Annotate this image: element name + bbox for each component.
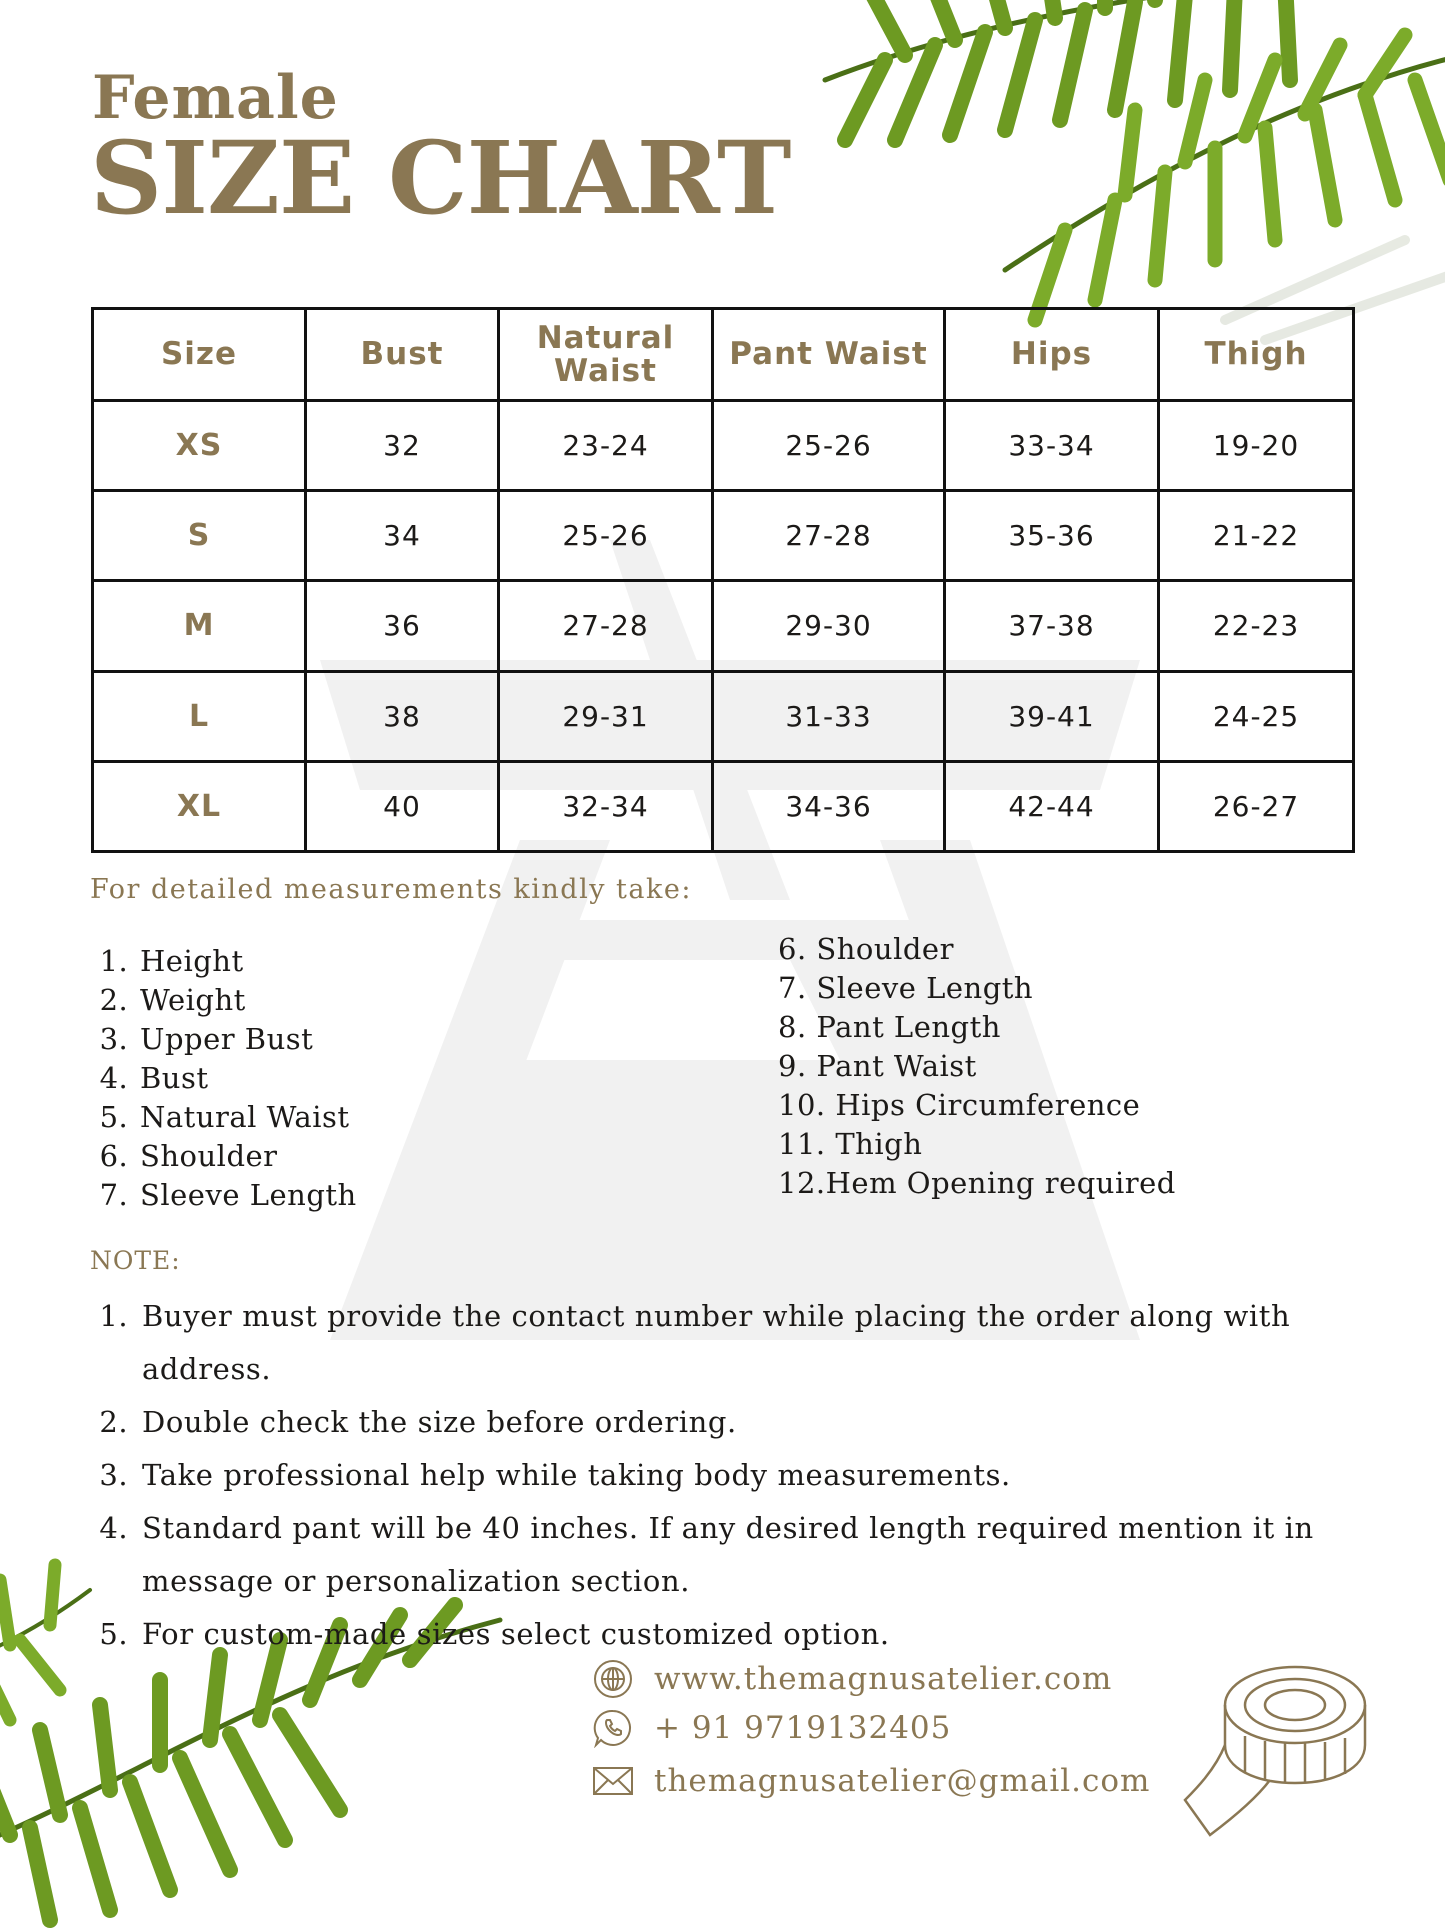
natural-waist-cell: 32-34 [499, 761, 713, 851]
list-item: 5. For custom-made sizes select customized option. [138, 1608, 1418, 1661]
list-item: 10. Hips Circumference [778, 1088, 1141, 1122]
hips-cell: 33-34 [945, 401, 1159, 491]
notes-list [114, 1290, 1418, 1661]
size-cell: L [93, 671, 306, 761]
measurements-heading: For detailed measurements kindly take: [90, 874, 692, 905]
list-item: 8. Pant Length [778, 1010, 1001, 1044]
header-hips: Hips [945, 309, 1159, 401]
pant-waist-cell: 25-26 [713, 401, 945, 491]
list-item: 4. Standard pant will be 40 inches. If any desired length required mention it in message or personalization section. [138, 1502, 1392, 1608]
mail-icon [592, 1760, 634, 1802]
header-natural-waist: Natural Waist [499, 309, 713, 401]
size-cell: XL [93, 761, 306, 851]
bust-cell: 36 [306, 581, 499, 671]
table-row [93, 401, 1354, 491]
thigh-cell: 21-22 [1159, 491, 1354, 581]
bust-cell: 38 [306, 671, 499, 761]
table-row [93, 671, 1354, 761]
list-item: 2. Weight [138, 981, 357, 1020]
list-item: 7. Sleeve Length [778, 971, 1034, 1005]
website-link[interactable]: www.themagnusatelier.com [654, 1661, 1113, 1697]
list-item: 6. Shoulder [778, 932, 954, 966]
measurements-list-left [114, 942, 357, 1215]
list-item: 6. Shoulder [138, 1137, 357, 1176]
list-item: 3. Upper Bust [138, 1020, 357, 1059]
thigh-cell: 26-27 [1159, 761, 1354, 851]
title-subtitle: Female [92, 63, 339, 133]
thigh-cell: 22-23 [1159, 581, 1354, 671]
pant-waist-cell: 34-36 [713, 761, 945, 851]
email-link[interactable]: themagnusatelier@gmail.com [654, 1763, 1151, 1799]
pant-waist-cell: 29-30 [713, 581, 945, 671]
header-bust: Bust [306, 309, 499, 401]
list-item: 12.Hem Opening required [778, 1166, 1176, 1200]
size-cell: XS [93, 401, 306, 491]
natural-waist-cell: 23-24 [499, 401, 713, 491]
natural-waist-cell: 25-26 [499, 491, 713, 581]
list-item: 4. Bust [138, 1059, 357, 1098]
header-pant-waist: Pant Waist [713, 309, 945, 401]
natural-waist-cell: 27-28 [499, 581, 713, 671]
list-item: 3. Take professional help while taking body measurements. [138, 1449, 1418, 1502]
contact-email[interactable] [592, 1760, 1150, 1802]
hips-cell: 39-41 [945, 671, 1159, 761]
list-item: 2. Double check the size before ordering. [138, 1396, 1418, 1449]
bust-cell: 34 [306, 491, 499, 581]
thigh-cell: 19-20 [1159, 401, 1354, 491]
thigh-cell: 24-25 [1159, 671, 1354, 761]
size-cell: M [93, 581, 306, 671]
contact-phone[interactable] [592, 1707, 951, 1749]
list-item: 1. Height [138, 942, 357, 981]
hips-cell: 42-44 [945, 761, 1159, 851]
list-item: 7. Sleeve Length [138, 1176, 357, 1215]
measuring-tape-icon [1175, 1650, 1375, 1840]
bust-cell: 40 [306, 761, 499, 851]
contact-website[interactable] [592, 1658, 1112, 1700]
bust-cell: 32 [306, 401, 499, 491]
phone-number[interactable]: + 91 9719132405 [654, 1710, 952, 1746]
list-item: 1. Buyer must provide the contact number while placing the order along with address. [138, 1290, 1418, 1396]
natural-waist-cell: 29-31 [499, 671, 713, 761]
table-row [93, 491, 1354, 581]
table-row [93, 761, 1354, 851]
hips-cell: 35-36 [945, 491, 1159, 581]
palm-leaf-top-decoration [705, 0, 1445, 360]
list-item: 9. Pant Waist [778, 1049, 977, 1083]
list-item: 11. Thigh [778, 1127, 923, 1161]
page-title: SIZE CHART [90, 119, 791, 237]
size-cell: S [93, 491, 306, 581]
pant-waist-cell: 27-28 [713, 491, 945, 581]
pant-waist-cell: 31-33 [713, 671, 945, 761]
globe-icon [592, 1658, 634, 1700]
whatsapp-icon [592, 1707, 634, 1749]
hips-cell: 37-38 [945, 581, 1159, 671]
measurements-list-right [778, 930, 1176, 1203]
header-thigh: Thigh [1159, 309, 1354, 401]
table-header-row [93, 309, 1354, 401]
size-chart-table [91, 307, 1355, 853]
list-item: 5. Natural Waist [138, 1098, 357, 1137]
table-row [93, 581, 1354, 671]
note-heading: NOTE: [90, 1246, 181, 1275]
header-size: Size [93, 309, 306, 401]
